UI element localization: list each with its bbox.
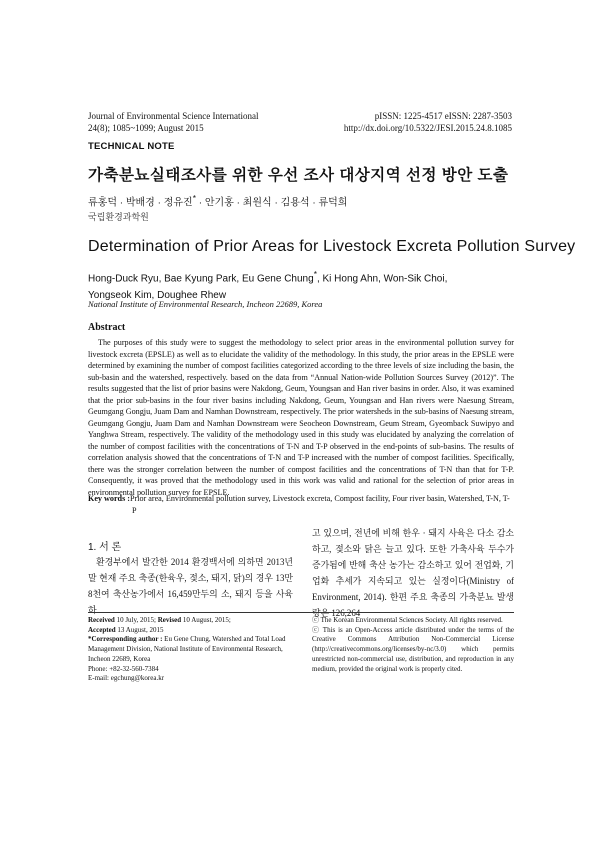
revised-date: 10 August, 2015; bbox=[182, 616, 231, 624]
article-history-footnote bbox=[88, 616, 303, 684]
section-label: TECHNICAL NOTE bbox=[88, 141, 175, 152]
corresponding-author bbox=[88, 635, 303, 664]
phone-line: Phone: +82-32-560-7384 bbox=[88, 664, 159, 673]
english-affiliation: National Institute of Environmental Research, Incheon 22689, Korea bbox=[88, 299, 323, 309]
keywords-label: Key words : bbox=[88, 494, 130, 503]
corresponding-label: *Corresponding author : bbox=[88, 635, 163, 644]
license-text: ⓒ This is an Open-Access article distributed under the terms of the Creative Commons Attribution Non-Commercial License (http://creativecommons.org/licenses/by-nc/3.0) which permits unrestricted non-commercial use, distribution, and reproduction in any medium, provided the original work is properly cited. bbox=[312, 625, 514, 673]
issn-text: pISSN: 1225-4517 eISSN: 2287-3503 bbox=[374, 111, 512, 121]
corresponding-text: Eu Gene Chung, Watershed and Total Load Management Division, National Institute of Environmental Research, Incheon 22689, Korea bbox=[88, 635, 286, 663]
doi-link[interactable]: http://dx.doi.org/10.5322/JESI.2015.24.8.1085 bbox=[343, 123, 512, 133]
english-authors-line2: Yongseok Kim, Doughee Rhew bbox=[88, 290, 227, 302]
introduction-left-column: 환경부에서 발간한 2014 환경백서에 의하면 2013년 말 현재 주요 축종(한육우, 젖소, 돼지, 닭)의 경우 13만8천여 축산농가에서 16,459만두의 소, 돼지 등을 사육하 bbox=[88, 557, 293, 615]
keywords-text: Prior area, Environmental pollution survey, Livestock excreta, Compost facility, Four river basin, Watershed, T-N, T-P bbox=[129, 494, 510, 515]
accepted-line bbox=[88, 626, 303, 636]
copyright-line: ⓒ The Korean Environmental Sciences Society. All rights reserved. bbox=[312, 616, 503, 624]
introduction-heading: 1. 서 론 bbox=[88, 542, 122, 553]
korean-title: 가축분뇨실태조사를 위한 우선 조사 대상지역 선정 방안 도출 bbox=[88, 167, 509, 184]
article-dates bbox=[88, 616, 303, 626]
korean-affiliation: 국립환경과학원 bbox=[88, 212, 149, 222]
received-label: Received bbox=[88, 616, 115, 624]
corresponding-mark: * bbox=[192, 193, 196, 203]
journal-identifiers bbox=[344, 110, 512, 134]
keywords bbox=[88, 493, 514, 516]
english-authors-after: , Ki Hong Ahn, Won-Sik Choi, bbox=[316, 273, 448, 285]
introduction-right-column: 고 있으며, 전년에 비해 한우 · 돼지 사육은 다소 감소하고, 젖소와 닭은 늘고 있다. 또한 가축사육 두수가 증가됨에 반해 축산 농가는 감소하고 있어 전업화, 기업화 추세가 지속되고 있는 실정이다(Ministry of Environment, 2014). 한편 주요 축종의 가축분뇨 발생량은 126,264 bbox=[312, 528, 514, 618]
korean-authors-after: · 안기홍 · 최원식 · 김용석 · 류덕희 bbox=[195, 197, 348, 209]
email-line[interactable]: E-mail: egchung@korea.kr bbox=[88, 674, 165, 683]
journal-volume: 24(8); 1085~1099; August 2015 bbox=[88, 123, 204, 133]
english-authors-before: Hong-Duck Ryu, Bae Kyung Park, Eu Gene Chung bbox=[88, 273, 314, 285]
accepted-date: 13 August, 2015 bbox=[117, 625, 164, 634]
korean-authors bbox=[88, 193, 347, 208]
received-date: 10 July, 2015; bbox=[116, 616, 156, 624]
accepted-label: Accepted bbox=[88, 625, 116, 634]
journal-info bbox=[88, 110, 258, 134]
english-title: Determination of Prior Areas for Livestock Excreta Pollution Survey bbox=[88, 238, 576, 255]
abstract-body: The purposes of this study were to suggest the methodology to select prior areas in the environmental pollution survey for livestock excreta (EPSLE) as well as to elucidate the validity of the methodology. In this study, the prior areas in the EPSLE were determined by examining the number of compost facilities categorized according to the three levels of size including the basin, the sub-basin and the watershed, respectively. based on the data from “Annual Nation-wide Pollution Sources Survey (2012)”. The results suggested that the list of prior basins were Nakdong, Geum, Youngsan and Han river basins in order. Also, it was examined that the prior sub-basins in the four river basins including Nakdong, Geum, Youngsan and Han rivers were Naesung Stream, Geumgang Gongju, Juam Dam and Namhan Downstream, respectively. The prior watersheds in the sub-basins of Naesung stream, Geumgang Gongju, Juam Dam and Namhan Downstream were Seocheon Downstream, Geum Stream, Gyeomback Suwipyo and Yanghwa Stream, respectively. The validity of the methodology used in this study was elucidated by analyzing the correlation of the number of compost facilities with the concentrations of T-N and T-P observed in the end-points of sub-basins. The results of correlation analysis showed that the concentrations of T-N and T-P increased with the number of compost facilities. Specifically, there was the stronger correlation between the number of compost facilities and the concentrations of T-N than that for T-P. Consequently, it was proved that the methodology used in this work was valid and rational for the selection of prior areas in environmental pollution survey for EPSLE. bbox=[88, 338, 514, 497]
license-footnote bbox=[312, 616, 514, 674]
journal-name: Journal of Environmental Science International bbox=[88, 111, 259, 121]
korean-authors-before: 류홍덕 · 박배경 · 정유진 bbox=[88, 197, 193, 209]
english-authors-line1 bbox=[88, 266, 508, 287]
revised-label: Revised bbox=[157, 616, 182, 624]
abstract-heading: Abstract bbox=[88, 322, 126, 333]
footnote-divider bbox=[88, 612, 514, 613]
corresponding-mark: * bbox=[313, 269, 317, 279]
